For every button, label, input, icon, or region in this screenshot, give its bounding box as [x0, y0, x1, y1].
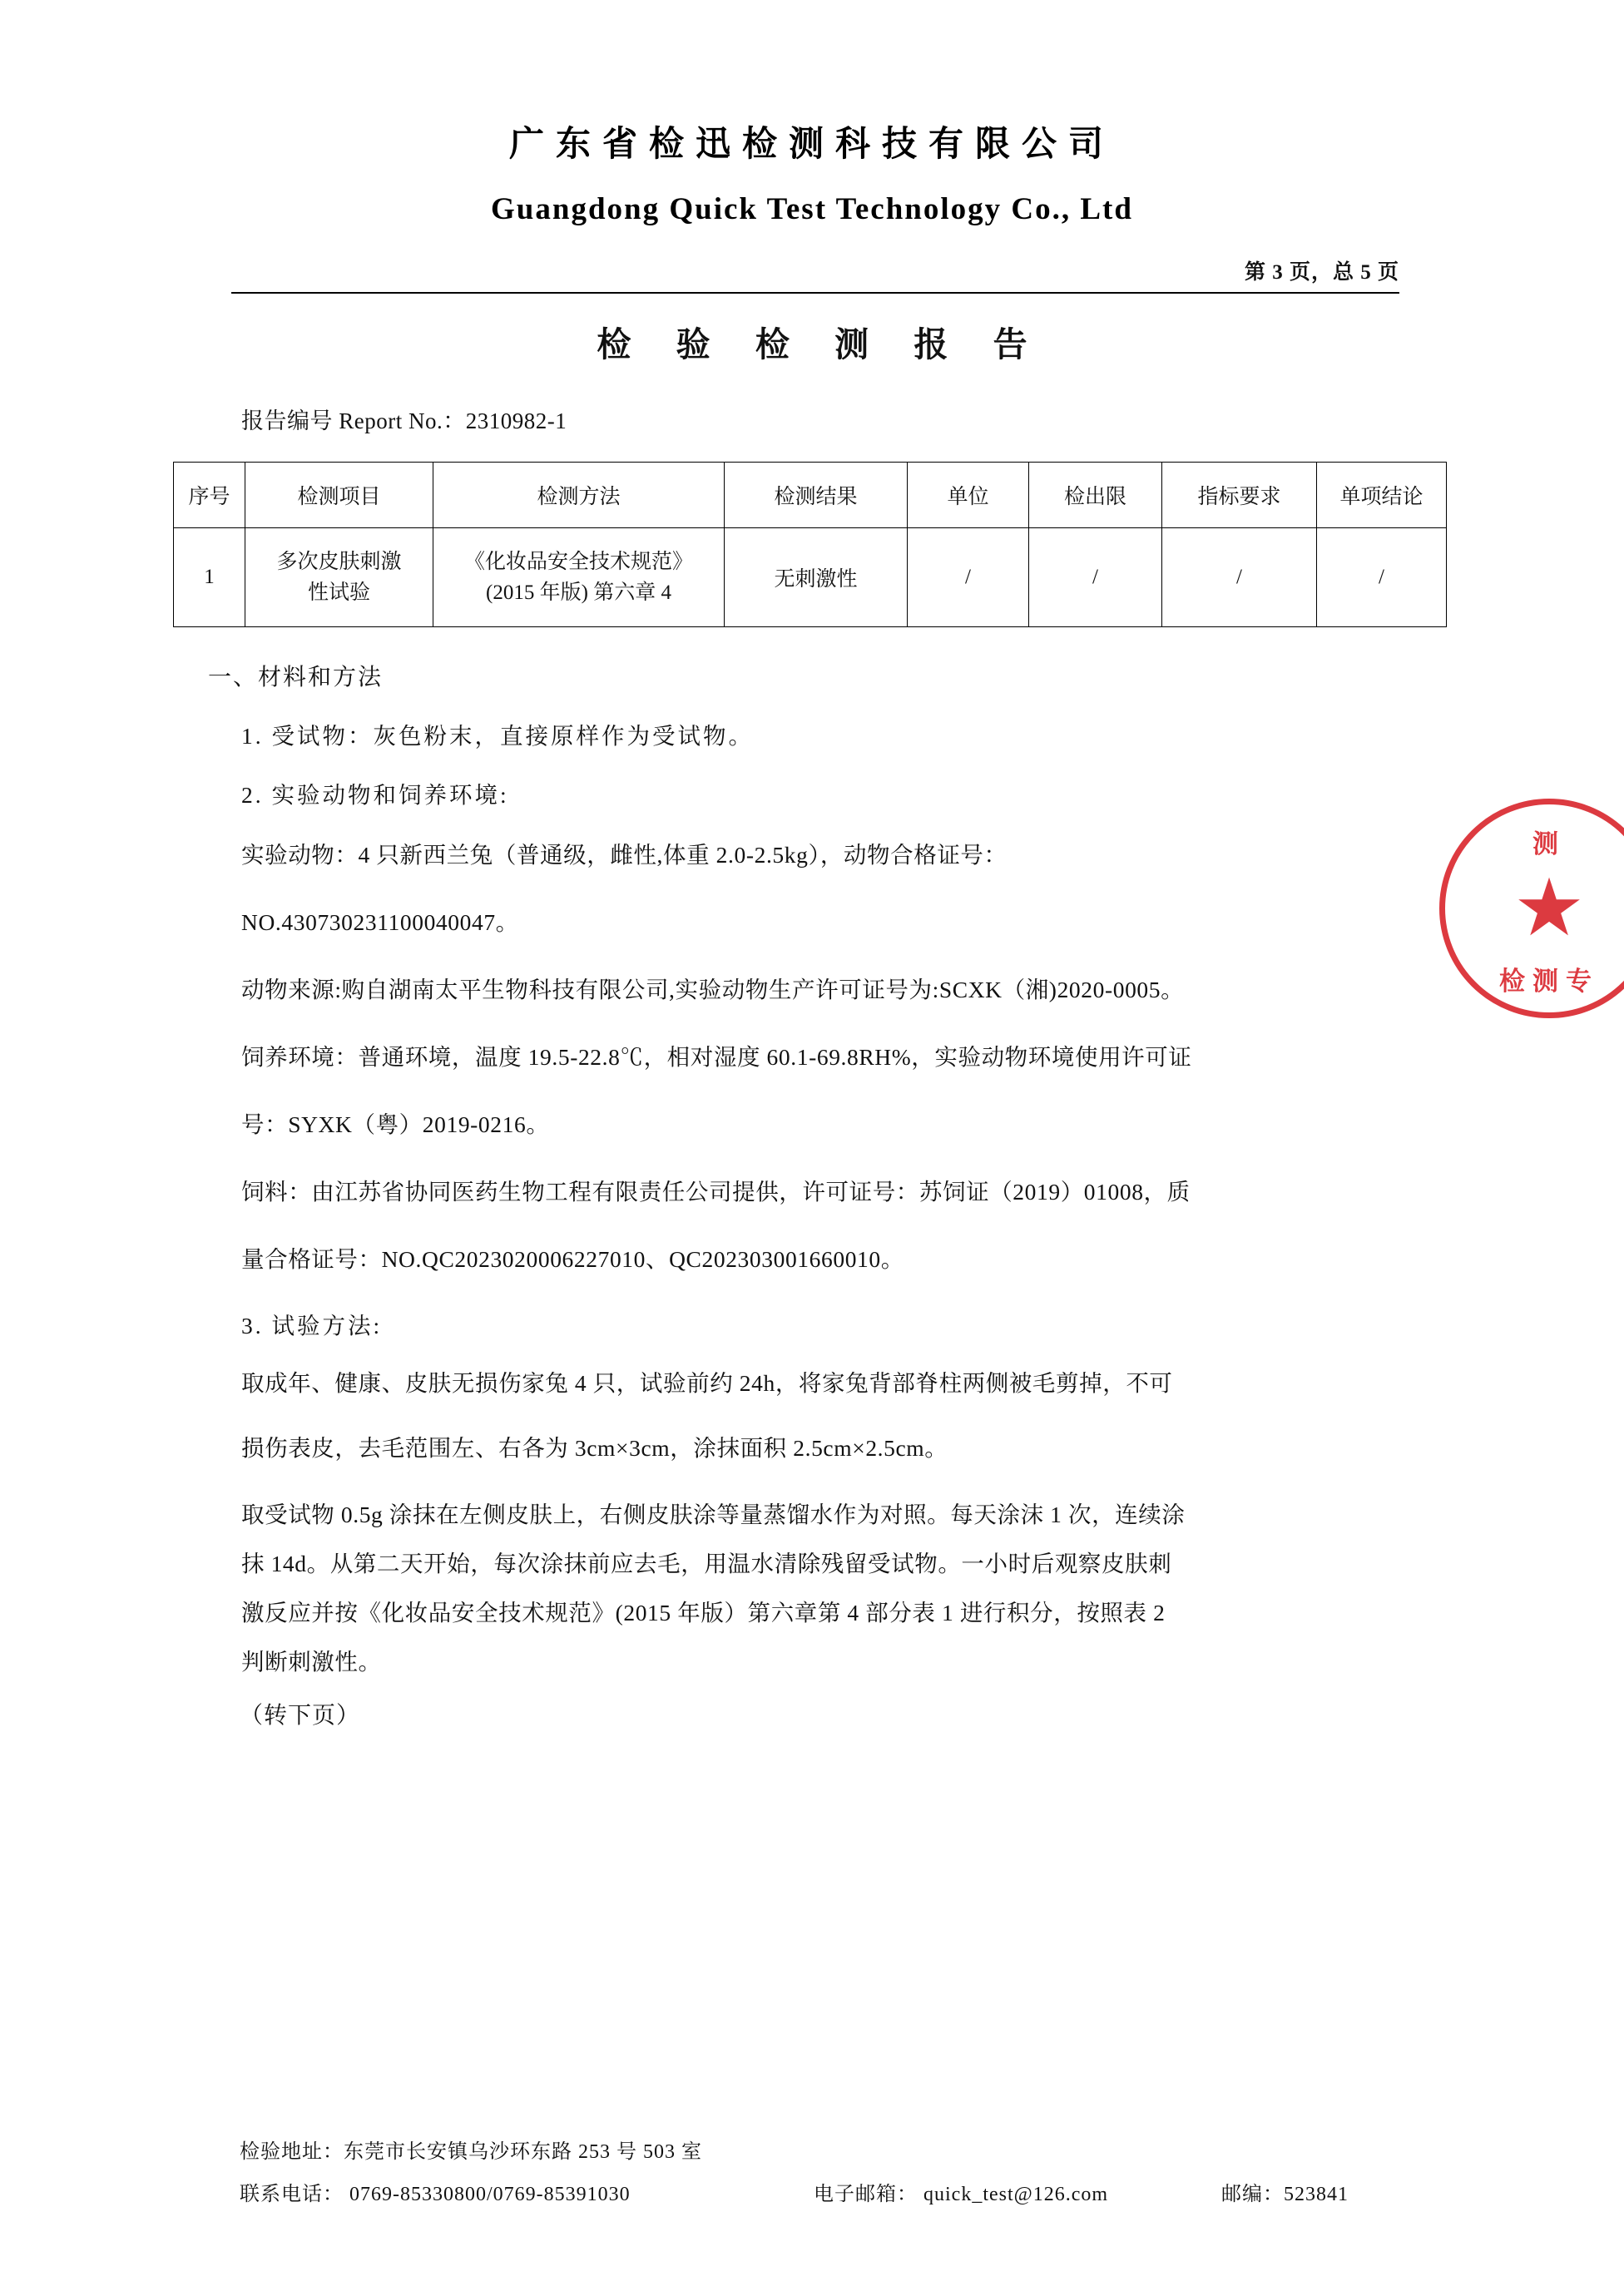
- item-test-method-heading: 3. 试验方法:: [241, 1313, 383, 1339]
- col-unit: 单位: [908, 463, 1029, 528]
- section-title-materials: 一、材料和方法: [208, 665, 384, 690]
- cell-item-line1: 多次皮肤刺激: [276, 550, 402, 573]
- cell-method-line1: 《化妆品安全技术规范》: [463, 550, 693, 573]
- method-line-4: 抹 14d。从第二天开始，每次涂抹前应去毛，用温水清除残留受试物。一小时后观察皮肤刺: [241, 1550, 1172, 1576]
- footer-email: 电子邮箱： quick_test@126.com: [814, 2184, 1109, 2205]
- table-header-row: [174, 463, 1447, 528]
- results-table: [173, 462, 1447, 627]
- cell-method: [433, 528, 725, 627]
- method-line-2: 损伤表皮，去毛范围左、右各为 3cm×3cm，涂抹面积 2.5cm×2.5cm。: [241, 1435, 948, 1461]
- stamp-text-bottom: 检测专: [1499, 967, 1599, 996]
- company-name-en: Guangdong Quick Test Technology Co., Ltd: [491, 192, 1133, 226]
- page-indicator: 第 3 页，总 5 页: [1244, 261, 1399, 284]
- cell-requirement: /: [1162, 528, 1317, 627]
- col-method: 检测方法: [433, 463, 725, 528]
- method-line-1: 取成年、健康、皮肤无损伤家兔 4 只，试验前约 24h，将家兔背部脊柱两侧被毛剪掉，不可: [241, 1370, 1173, 1397]
- cell-unit: /: [908, 528, 1029, 627]
- page-footer: [0, 2135, 1624, 2206]
- environment-line-2: 号：SYXK（粤）2019-0216。: [241, 1111, 550, 1138]
- col-result: 检测结果: [725, 463, 908, 528]
- item-test-substance: 1. 受试物：灰色粉末，直接原样作为受试物。: [241, 723, 754, 749]
- col-conclusion: 单项结论: [1317, 463, 1447, 528]
- col-requirement: 指标要求: [1162, 463, 1317, 528]
- company-name-cn: 广东省检迅检测科技有限公司: [508, 126, 1115, 164]
- environment-line-1: 饲养环境：普通环境，温度 19.5-22.8℃，相对湿度 60.1-69.8RH%，实验动物环境使用许可证: [241, 1044, 1192, 1071]
- animals-line-2: NO.430730231100040047。: [241, 909, 519, 936]
- table-row: [174, 528, 1447, 627]
- cell-conclusion: /: [1317, 528, 1447, 627]
- official-stamp-icon: [1439, 799, 1624, 1018]
- cell-detection-limit: /: [1029, 528, 1162, 627]
- cell-item: [245, 528, 433, 627]
- footer-address: 检验地址：东莞市长安镇乌沙环东路 253 号 503 室: [240, 2141, 702, 2163]
- col-item: 检测项目: [245, 463, 433, 528]
- header-divider: [231, 292, 1399, 294]
- footer-contact-row: [240, 2177, 1624, 2206]
- method-line-3: 取受试物 0.5g 涂抹在左侧皮肤上，右侧皮肤涂等量蒸馏水作为对照。每天涂沫 1 次，连续涂: [241, 1501, 1186, 1527]
- page-title: 检 验 检 测 报 告: [597, 325, 1046, 364]
- cell-item-line2: 性试验: [307, 581, 370, 604]
- cell-no: 1: [174, 528, 245, 627]
- feed-line-2: 量合格证号：NO.QC2023020006227010、QC202303001660010。: [241, 1246, 904, 1273]
- animal-source: 动物来源:购自湖南太平生物科技有限公司,实验动物生产许可证号为:SCXK（湘)2020-0005。: [241, 977, 1185, 1003]
- star-icon: ★: [1513, 863, 1586, 953]
- cell-result: 无刺激性: [725, 528, 908, 627]
- col-detection-limit: 检出限: [1029, 463, 1162, 528]
- item-animals-heading: 2. 实验动物和饲养环境:: [241, 782, 509, 809]
- report-number: 报告编号 Report No.：2310982-1: [241, 408, 567, 433]
- feed-line-1: 饲料：由江苏省协同医药生物工程有限责任公司提供，许可证号：苏饲证（2019）01008，质: [241, 1179, 1191, 1205]
- cell-method-line2: (2015 年版) 第六章 4: [486, 581, 671, 604]
- footer-phone: 联系电话： 0769-85330800/0769-85391030: [240, 2184, 631, 2205]
- continued-note: （转下页）: [240, 1703, 361, 1729]
- footer-zip: 邮编：523841: [1221, 2184, 1349, 2205]
- method-line-5: 激反应并按《化妆品安全技术规范》(2015 年版）第六章第 4 部分表 1 进行积分，按照表 2: [241, 1599, 1166, 1626]
- col-no: 序号: [174, 463, 245, 528]
- stamp-text-top: 测: [1532, 829, 1566, 859]
- animals-line-1: 实验动物：4 只新西兰兔（普通级，雌性,体重 2.0-2.5kg），动物合格证号：: [241, 842, 1008, 868]
- method-line-6: 判断刺激性。: [241, 1649, 382, 1675]
